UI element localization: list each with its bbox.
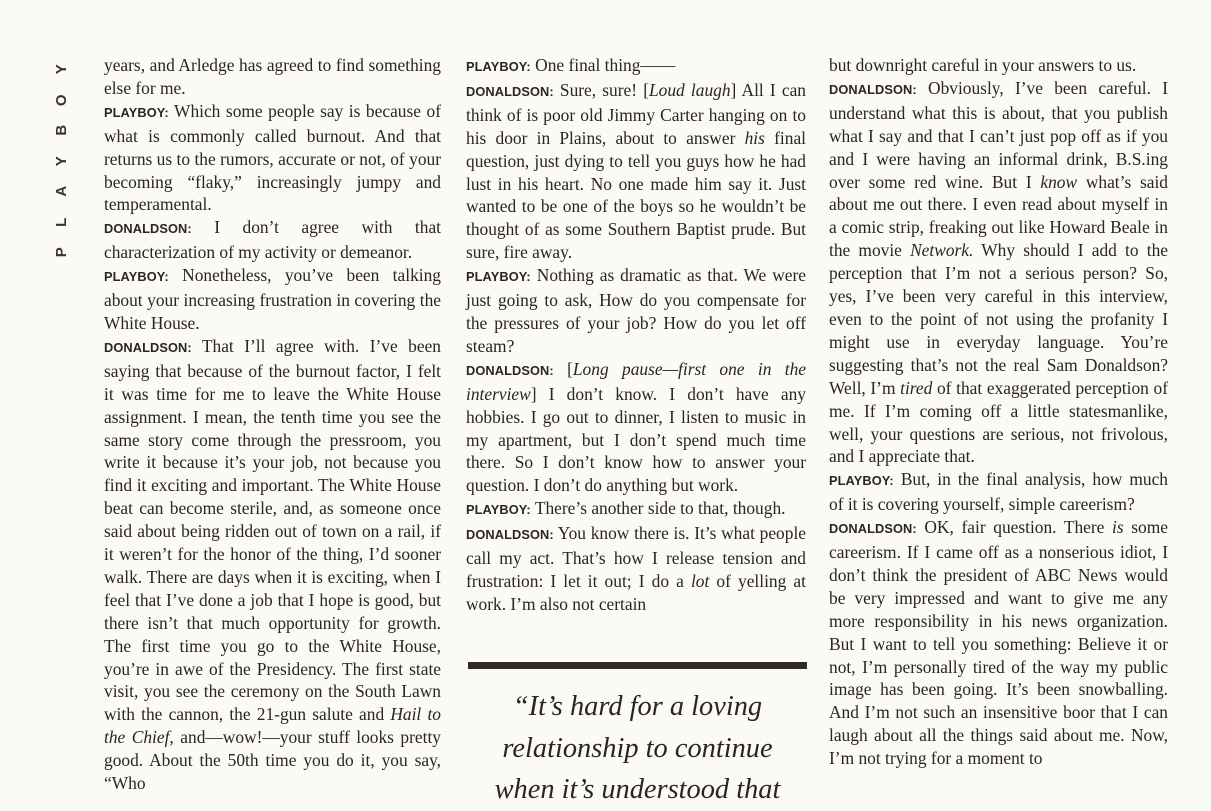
text-column-2 (466, 54, 806, 616)
masthead-letter: P (52, 247, 70, 258)
emphasis: know (1040, 171, 1078, 192)
italic-title: Hail to the Chief, (104, 704, 441, 748)
speaker-label: DONALDSON: (104, 339, 192, 355)
stage-direction: Long pause—first one in the interview (466, 358, 806, 404)
paragraph (466, 264, 806, 358)
masthead-letter: Y (52, 64, 70, 75)
paragraph (104, 264, 441, 335)
paragraph (104, 100, 441, 217)
speaker-label: PLAYBOY: (104, 104, 169, 120)
speaker-label: PLAYBOY: (104, 269, 169, 285)
paragraph-text: That I’ll agree with. I’ve been saying that because of the burnout factor, I felt it was time for me to leave the White House assignment. I mean, the tenth time you see the same story come through the pressroom, you write it because it’s your job, not because you find it exciting and important. The White House beat can become sterile, and, as someone once said about being ridden out of town on a rail, if it weren’t for the honor of the thing, I’d sooner walk. There are days when it is exciting, when I feel that I’ve done a job that I hope is good, but there isn’t that much opportunity for growth. The first time you go to the White House, you’re in awe of the Presidency. The first state visit, you see the ceremony on the South Lawn with the cannon, the 21-gun salute and (104, 335, 441, 725)
pullquote-line: relationship to continue (502, 732, 773, 764)
paragraph (466, 79, 806, 264)
emphasis: is (1112, 517, 1124, 538)
paragraph-text: years, and Arledge has agreed to find something else for me. (104, 55, 441, 98)
pullquote-line: “It’s hard for a loving (512, 691, 763, 722)
masthead-letter: L (52, 217, 70, 227)
paragraph-text: some careerism. If I came off as a nonserious idiot, I don’t think the president of ABC News would be very impressed and want to give me any more responsibility in his news organization. But I want to tell you something: Believe it or not, I’m personally tired of the way my public image has been going. It’s been snowballing. And I’m not such an insensitive boor that I can laugh about all the things said about me. Now, I’m not trying for a moment to (829, 517, 1168, 769)
magazine-masthead-vertical (52, 54, 72, 268)
masthead-letter: A (52, 185, 70, 197)
paragraph-text: OK, fair question. There (916, 517, 1113, 538)
text-column-3 (829, 54, 1168, 770)
speaker-label: PLAYBOY: (829, 473, 894, 489)
paragraph-text: Nonetheless, you’ve been talking about your increasing frustration in covering the White House. (104, 265, 441, 333)
masthead-letter: Y (52, 155, 70, 166)
paragraph-text: of yelling at work. I’m also not certain (466, 570, 806, 614)
paragraph (829, 516, 1168, 770)
paragraph-text: Which some people say is because of what is commonly called burnout. And that returns us to the rumors, accurate or not, of your becoming “flaky,” increasingly jumpy and temperamental. (104, 100, 441, 215)
paragraph (466, 522, 806, 616)
speaker-label: DONALDSON: (104, 221, 192, 237)
paragraph-text: You know there is. It’s what people call my act. That’s how I release tension and frustration: I let it out; I do a (466, 523, 806, 591)
paragraph-text: of that exaggerated perception of me. If I’m coming off a little statesmanlike, well, your questions are serious, not frivolous, and I appreciate that. (829, 377, 1168, 467)
pullquote (468, 686, 807, 811)
speaker-label: PLAYBOY: (466, 59, 531, 74)
paragraph-text: There’s another side to that, though. (530, 498, 786, 519)
paragraph-text: what’s said about me out there. I even read about myself in a comic strip, freaking out like Howard Beale in the movie (829, 171, 1168, 261)
paragraph-text: Sure, sure! [ (553, 79, 649, 100)
emphasis: lot (690, 570, 710, 591)
masthead-letter: B (52, 124, 70, 136)
paragraph-text: Nothing as dramatic as that. We were just going to ask, How do you compensate for the pressures of your job? How do you let off steam? (466, 265, 806, 356)
emphasis: tired (900, 377, 933, 398)
paragraph (104, 335, 441, 795)
pullquote-rule (468, 662, 807, 669)
paragraph (104, 54, 441, 100)
speaker-label: DONALDSON: (829, 521, 917, 537)
paragraph-text: I don’t agree with that characterization of my activity or demeanor. (104, 217, 441, 263)
paragraph-text: but downright careful in your answers to us. (829, 55, 1137, 75)
paragraph-text: [ (553, 358, 573, 379)
speaker-label: PLAYBOY: (466, 502, 531, 518)
paragraph-text: One final thing—— (530, 55, 676, 75)
paragraph-text: and—wow!—your stuff looks pretty good. About the 50th time you do it, you say, “Who (104, 727, 441, 794)
paragraph (829, 77, 1168, 468)
italic-title: Network. (910, 240, 974, 261)
pullquote-line: when it’s understood that (494, 774, 781, 805)
speaker-label: DONALDSON: (466, 527, 554, 543)
paragraph (829, 54, 1168, 77)
paragraph-text: final question, just dying to tell you guys how he had lust in his heart. No one made him say it. Just wanted to be one of the boys so he wouldn’t be thought of as some Southern Baptist prude. But sure, fire away. (466, 127, 806, 263)
paragraph (466, 497, 806, 522)
paragraph-text: Why should I add to the perception that I’m not a serious person? So, yes, I’ve been very careful in this interview, even to the point of not using the profanity I might use in everyday language. You’re suggesting that’s not the real Sam Donaldson? Well, I’m (829, 240, 1168, 398)
stage-direction: Loud laugh (649, 79, 731, 100)
paragraph-text: ] I don’t know. I don’t have any hobbies. I go out to dinner, I listen to music in my apartment, but I don’t spend much time there. So I don’t know how to answer your question. I don’t do anything but work. (466, 383, 806, 496)
paragraph-text: Obviously, I’ve been careful. I understand what this is about, that you publish what I say and that I can’t just pop off as if you and I were having an informal drink, B.S.ing over some red wine. But I (829, 77, 1168, 192)
masthead-letter: O (52, 93, 70, 106)
speaker-label: DONALDSON: (829, 81, 917, 97)
paragraph (466, 54, 806, 79)
speaker-label: DONALDSON: (466, 362, 554, 378)
text-column-1 (104, 54, 441, 795)
emphasis: his (744, 127, 765, 148)
paragraph (104, 216, 441, 264)
paragraph-text: ] All I can think of is poor old Jimmy Carter hanging on to his door in Plains, about to answer (466, 79, 806, 148)
speaker-label: PLAYBOY: (466, 269, 531, 285)
paragraph (466, 358, 806, 497)
paragraph-text: But, in the final analysis, how much of it is covering yourself, simple careerism? (829, 469, 1168, 515)
paragraph (829, 468, 1168, 516)
speaker-label: DONALDSON: (466, 83, 554, 99)
